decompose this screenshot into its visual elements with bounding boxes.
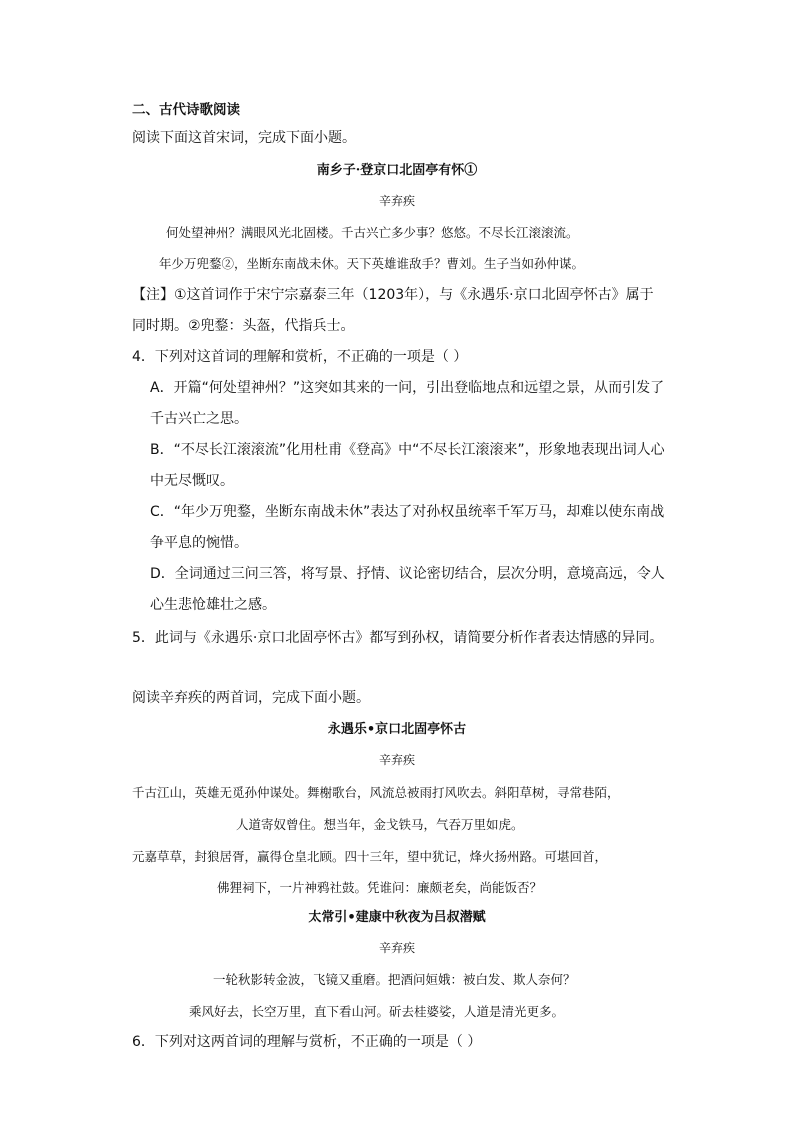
poem2-line: 元嘉草草，封狼居胥，赢得仓皇北顾。四十三年，望中犹记，烽火扬州路。可堪回首， [132,849,608,864]
poem3-line: 一轮秋影转金波，飞镜又重磨。把酒问姮娥：被白发、欺人奈何？ [213,972,576,987]
option-b: B．“不尽长江滚滚流”化用杜甫《登高》中“不尽长江滚滚来”，形象地表现出词人心 [150,442,665,458]
option-a-continued: 千古兴亡之思。 [150,411,248,427]
option-a: A．开篇“何处望神州？”这突如其来的一问，引出登临地点和远望之景，从而引发了 [150,380,665,396]
option-c: C．“年少万兜鍪，坐断东南战未休”表达了对孙权虽统率千军万马，却难以使东南战 [150,504,665,520]
poem3-line: 乘风好去，长空万里，直下看山河。斫去桂婆娑，人道是清光更多。 [189,1004,565,1019]
poem3-title: 太常引•建康中秋夜为吕叔潜赋 [308,910,486,925]
option-d: D．全词通过三问三答，将写景、抒情、议论密切结合，层次分明，意境高远，令人 [150,566,665,582]
poem2-line: 千古江山，英雄无觅孙仲谋处。舞榭歌台，风流总被雨打风吹去。斜阳草树，寻常巷陌， [132,785,620,800]
poem1-intro: 阅读下面这首宋词，完成下面小题。 [132,130,356,146]
question-4-stem: 4．下列对这首词的理解和赏析，不正确的一项是（ ） [132,349,468,365]
option-c-continued: 争平息的惋惜。 [150,535,248,551]
poem2-line: 佛狸祠下，一片神鸦社鼓。凭谁问：廉颇老矣，尚能饭否？ [217,880,543,895]
poem2-line: 人道寄奴曾住。想当年，金戈铁马，气吞万里如虎。 [236,817,524,832]
poem3-author: 辛弃疾 [378,941,415,955]
poem1-title: 南乡子·登京口北固亭有怀① [316,163,478,178]
poem2-title: 永遇乐•京口北固亭怀古 [327,722,467,737]
poem1-line: 年少万兜鍪②，坐断东南战未休。天下英雄谁敌手？曹刘。生子当如孙仲谋。 [159,256,585,271]
note-text: 【注】①这首词作于宋宁宗嘉泰三年（1203年），与《永遇乐·京口北固亭怀古》属于 [132,287,654,303]
question-5: 5．此词与《永遇乐·京口北固亭怀古》都写到孙权，请简要分析作者表达情感的异同。 [132,630,664,646]
poem1-author: 辛弃疾 [378,194,415,208]
note-text: 同时期。②兜鍪：头盔，代指兵士。 [132,318,355,334]
section-heading: 二、古代诗歌阅读 [132,102,240,118]
poem2-author: 辛弃疾 [378,753,415,767]
option-d-continued: 心生悲怆雄壮之感。 [150,597,276,613]
poem1-line: 何处望神州？满眼风光北固楼。千古兴亡多少事？悠悠。不尽长江滚滚流。 [166,225,579,240]
question-6-stem: 6．下列对这两首词的理解与赏析，不正确的一项是（ ） [132,1034,482,1050]
option-b-continued: 中无尽慨叹。 [150,473,234,489]
poem2-intro: 阅读辛弃疾的两首词，完成下面小题。 [132,690,370,706]
